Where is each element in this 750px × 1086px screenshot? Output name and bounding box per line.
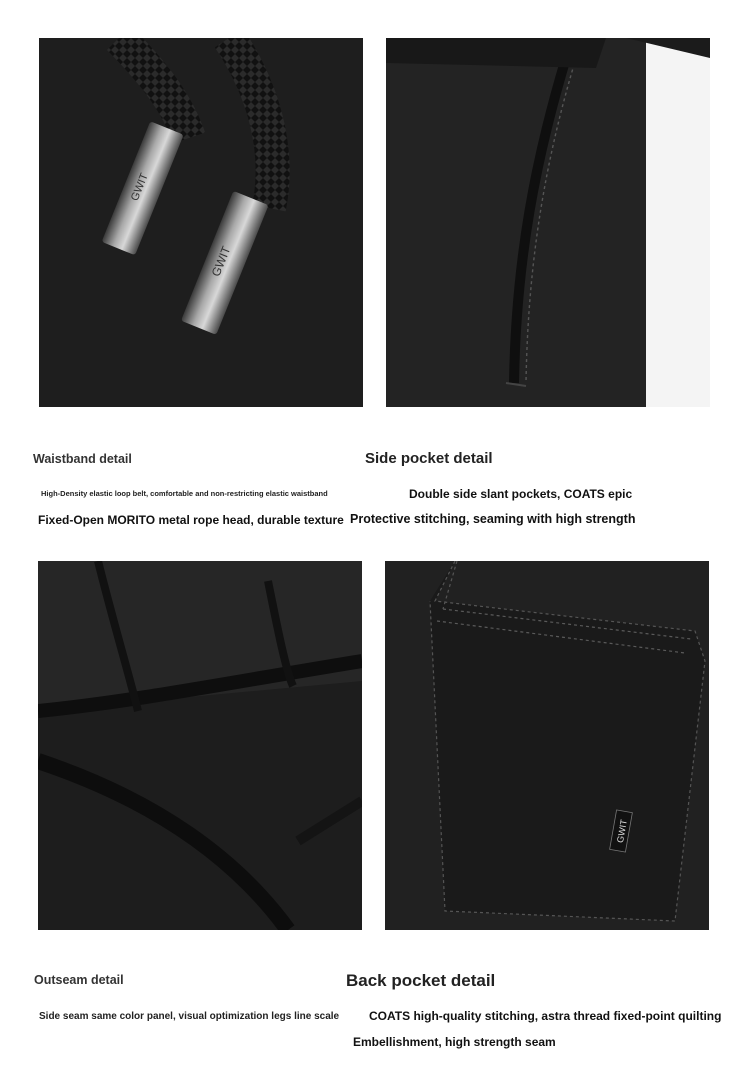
back-pocket-illustration bbox=[385, 561, 709, 930]
waistband-desc-1: High-Density elastic loop belt, comfortable and non-restricting elastic waistband bbox=[41, 489, 328, 498]
waistband-photo bbox=[39, 38, 363, 407]
tip-engraving-1: GWIT bbox=[128, 171, 151, 203]
side-pocket-illustration bbox=[386, 38, 710, 407]
outseam-desc-1: Side seam same color panel, visual optimization legs line scale bbox=[39, 1011, 340, 1022]
waistband-drawstring-illustration bbox=[39, 38, 363, 407]
back-pocket-title: Back pocket detail bbox=[346, 971, 496, 990]
side-pocket-desc-1: Double side slant pockets, COATS epic bbox=[409, 487, 633, 501]
outseam-title: Outseam detail bbox=[34, 973, 124, 987]
back-pocket-photo bbox=[385, 561, 709, 930]
back-pocket-desc-1: COATS high-quality stitching, astra thread fixed-point quilting bbox=[369, 1009, 722, 1023]
waistband-title: Waistband detail bbox=[33, 452, 132, 466]
pocket-label-text: GWIT bbox=[615, 818, 629, 844]
waistband-desc-2: Fixed-Open MORITO metal rope head, durable texture bbox=[38, 513, 344, 527]
side-pocket-photo bbox=[386, 38, 710, 407]
outseam-photo bbox=[38, 561, 362, 930]
side-pocket-desc-2: Protective stitching, seaming with high strength bbox=[350, 512, 636, 526]
tip-engraving-2: GWIT bbox=[208, 244, 234, 279]
side-pocket-title: Side pocket detail bbox=[365, 450, 493, 467]
outseam-illustration bbox=[38, 561, 362, 930]
back-pocket-desc-2: Embellishment, high strength seam bbox=[353, 1035, 556, 1049]
